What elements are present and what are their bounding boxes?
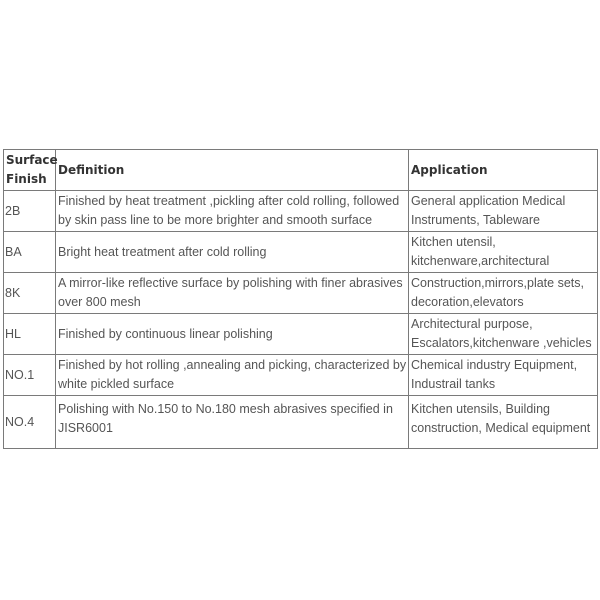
definition-cell: Finished by continuous linear polishing xyxy=(56,314,409,355)
definition-cell: Bright heat treatment after cold rolling xyxy=(56,232,409,273)
application-cell: Architectural purpose, Escalators,kitchenware ,vehicles xyxy=(409,314,598,355)
finish-cell: 2B xyxy=(4,191,56,232)
table-row xyxy=(4,273,598,314)
table-row xyxy=(4,191,598,232)
application-cell: Chemical industry Equipment, Industrail tanks xyxy=(409,355,598,396)
application-cell: General application Medical Instruments, Tableware xyxy=(409,191,598,232)
finish-cell: 8K xyxy=(4,273,56,314)
application-cell: Kitchen utensils, Building construction, Medical equipment xyxy=(409,396,598,449)
surface-finish-table-container xyxy=(3,149,597,449)
finish-cell: NO.1 xyxy=(4,355,56,396)
table-row xyxy=(4,355,598,396)
table-row xyxy=(4,314,598,355)
table-header-row xyxy=(4,150,598,191)
table-row xyxy=(4,232,598,273)
finish-cell: NO.4 xyxy=(4,396,56,449)
finish-cell: HL xyxy=(4,314,56,355)
surface-finish-table xyxy=(3,149,598,449)
application-cell: Kitchen utensil, kitchenware,architectural xyxy=(409,232,598,273)
header-application: Application xyxy=(409,150,598,191)
definition-cell: Polishing with No.150 to No.180 mesh abrasives specified in JISR6001 xyxy=(56,396,409,449)
table-row xyxy=(4,396,598,449)
finish-cell: BA xyxy=(4,232,56,273)
application-cell: Construction,mirrors,plate sets, decoration,elevators xyxy=(409,273,598,314)
definition-cell: A mirror-like reflective surface by polishing with finer abrasives over 800 mesh xyxy=(56,273,409,314)
header-surface-finish: Surface Finish xyxy=(4,150,56,191)
definition-cell: Finished by heat treatment ,pickling after cold rolling, followed by skin pass line to be more brighter and smooth surface xyxy=(56,191,409,232)
definition-cell: Finished by hot rolling ,annealing and picking, characterized by white pickled surface xyxy=(56,355,409,396)
header-definition: Definition xyxy=(56,150,409,191)
